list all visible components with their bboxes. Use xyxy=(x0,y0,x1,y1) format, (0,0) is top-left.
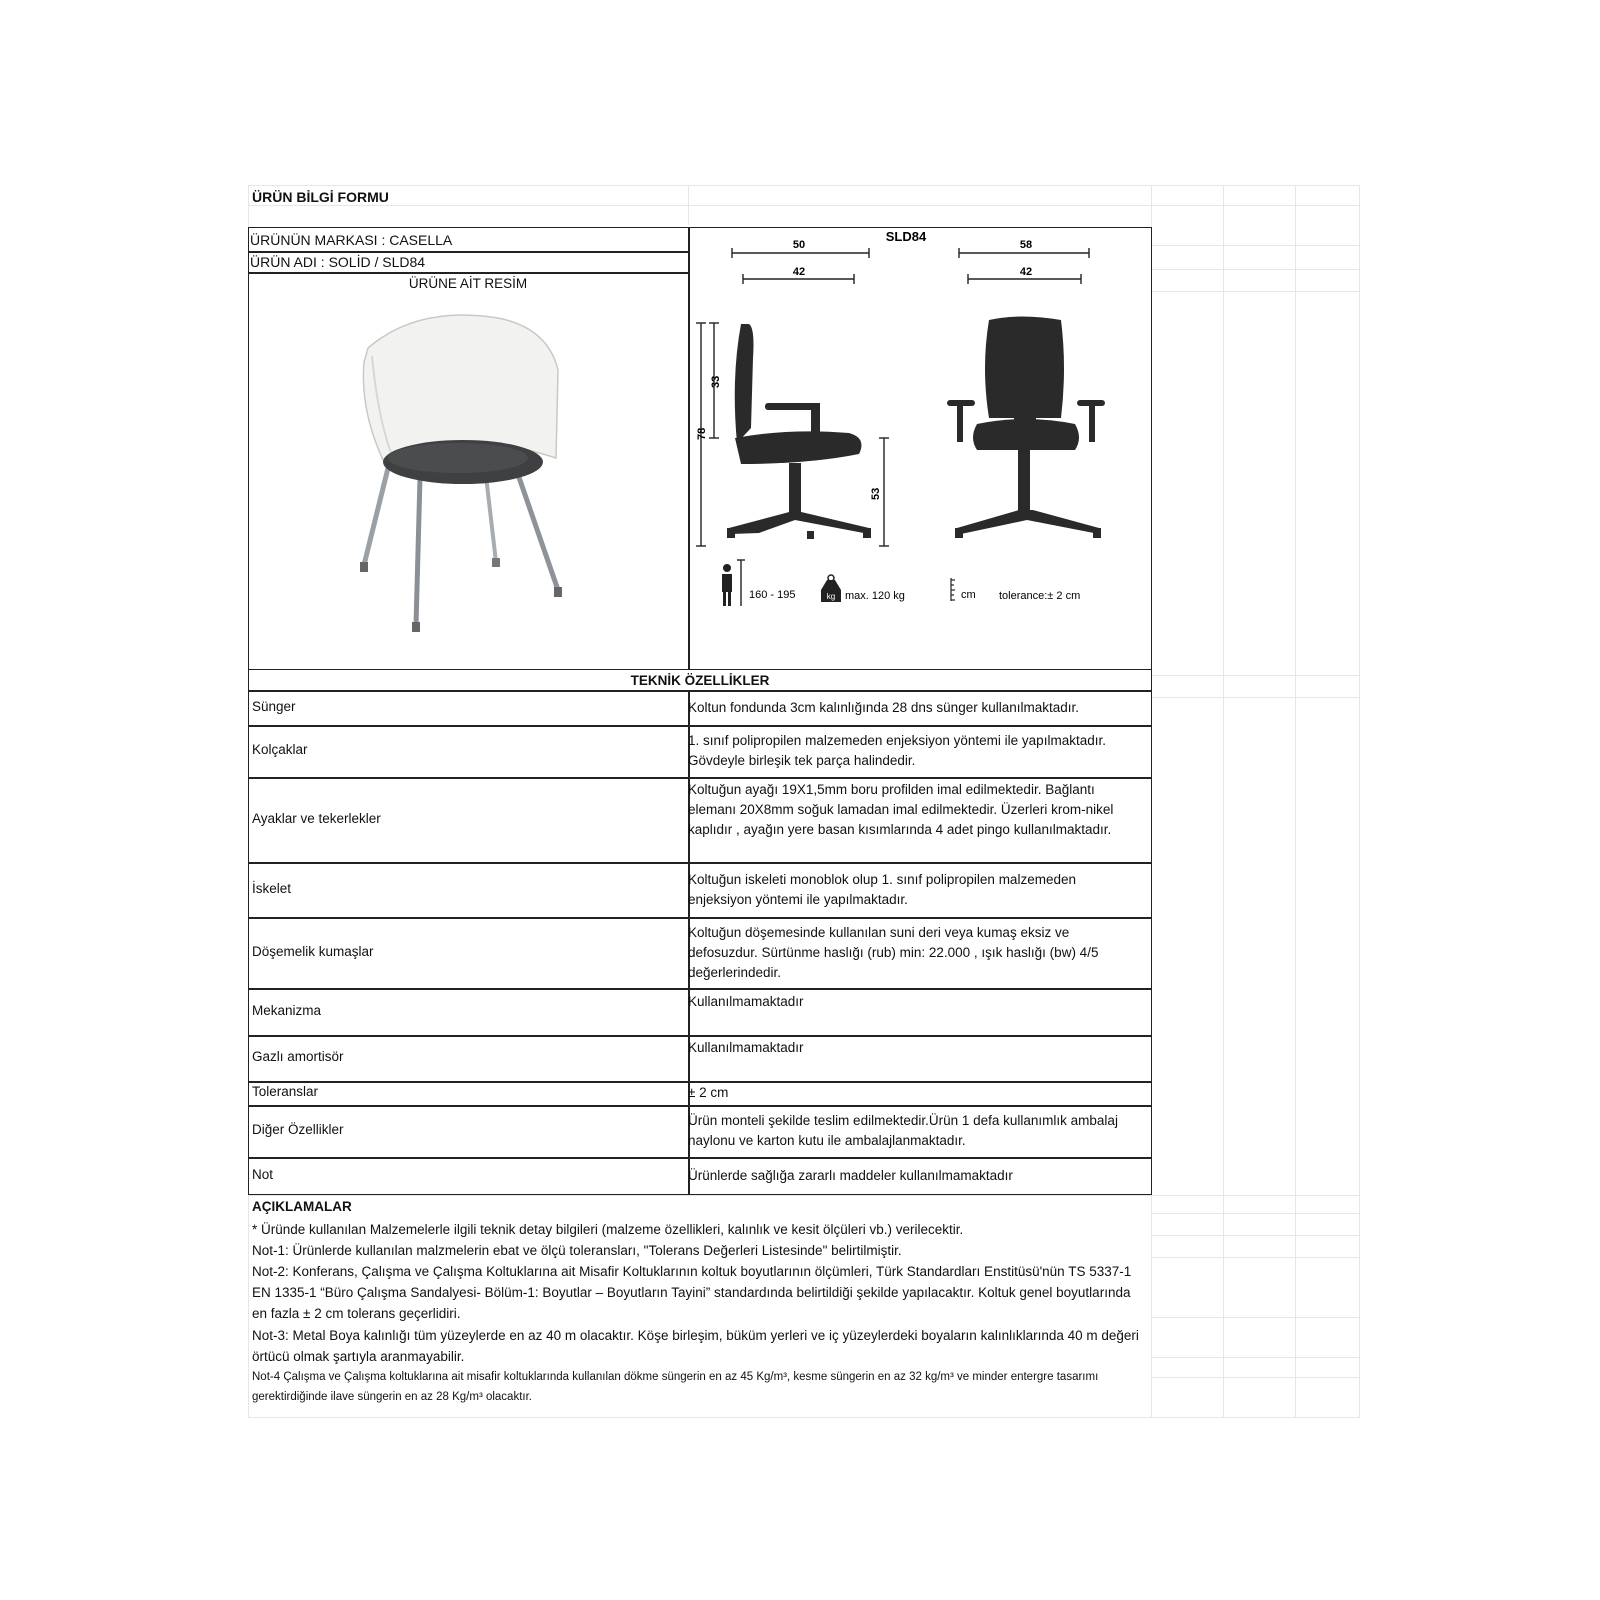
model-code: SLD84 xyxy=(885,229,927,244)
spec-row-line xyxy=(248,1105,1152,1107)
spec-value: Koltuğun döşemesinde kullanılan suni deri veya kumaş eksiz ve defosuzdur. Sürtünme haslığı (rub) min: 22.000 , ışık haslığı (bw) 4/5 değerlerindedir. xyxy=(688,924,1099,980)
person-icon xyxy=(722,560,745,606)
dim-total-height: 78 xyxy=(696,427,708,440)
spec-row-line xyxy=(248,917,1152,919)
spec-label: Sünger xyxy=(252,698,296,714)
specs-header: TEKNİK ÖZELLİKLER xyxy=(630,673,770,688)
gridline xyxy=(1151,245,1360,246)
spec-value: Koltun fondunda 3cm kalınlığında 28 dns sünger kullanılmaktadır. xyxy=(688,699,1079,715)
spec-label: Not xyxy=(252,1167,274,1182)
product-name-label: ÜRÜN ADI : SOLİD / SLD84 xyxy=(250,254,426,270)
gridline xyxy=(248,205,1360,206)
spec-label: Gazlı amortisör xyxy=(252,1049,344,1064)
spec-value: Ürün monteli şekilde teslim edilmektedir.Ürün 1 defa kullanımlık ambalaj naylonu ve karton kutu ile ambalajlanmaktadır. xyxy=(688,1113,1118,1148)
max-weight: max. 120 kg xyxy=(845,590,905,602)
gridline xyxy=(1359,185,1360,1418)
product-info-sheet xyxy=(248,185,1360,1418)
image-caption: ÜRÜNE AİT RESİM xyxy=(408,276,528,291)
spec-row-line xyxy=(248,725,1152,727)
spec-label: Döşemelik kumaşlar xyxy=(252,943,374,959)
spec-label: Toleranslar xyxy=(252,1084,319,1099)
spec-value: ± 2 cm xyxy=(688,1085,729,1100)
gridline xyxy=(1151,675,1360,676)
tolerance-label: tolerance:± 2 cm xyxy=(999,590,1081,602)
dim-side-outer: 50 xyxy=(792,239,806,251)
technical-drawing xyxy=(689,228,1151,669)
spec-label: Ayaklar ve tekerlekler xyxy=(252,810,381,826)
gridline xyxy=(248,185,1360,186)
brand-label: ÜRÜNÜN MARKASI : CASELLA xyxy=(250,232,453,248)
note-item: Not-3: Metal Boya kalınlığı tüm yüzeylerde en az 40 m olacaktır. Köşe birleşim, büküm yerleri ve iç yüzeylerdeki boyaların kalınlıklarında 40 m değeri örtücü olmak şartıyla aranmayabilir. xyxy=(252,1328,1139,1364)
spec-label: İskelet xyxy=(252,880,292,896)
dim-front-inner: 42 xyxy=(1019,266,1033,278)
note-item: Not-1: Ürünlerde kullanılan malzmelerin ebat ve ölçü toleransları, "Tolerans Değerleri Listesinde" belirtilmiştir. xyxy=(252,1243,902,1258)
dim-side-inner: 42 xyxy=(792,266,806,278)
spec-row-line xyxy=(248,1157,1152,1159)
spec-row-line xyxy=(248,777,1152,779)
height-range: 160 - 195 xyxy=(749,589,796,601)
gridline xyxy=(1151,1377,1360,1378)
product-photo xyxy=(308,300,588,640)
notes-header: AÇIKLAMALAR xyxy=(252,1199,352,1214)
gridline xyxy=(1151,1257,1360,1258)
spec-value: Kullanılmamaktadır xyxy=(688,993,804,1009)
spec-row-line xyxy=(248,862,1152,864)
gridline xyxy=(1151,269,1360,270)
gridline xyxy=(1151,1235,1360,1236)
gridline xyxy=(1151,1357,1360,1358)
ruler-icon xyxy=(951,578,955,601)
spec-row-line xyxy=(248,1035,1152,1037)
gridline xyxy=(1223,185,1224,1418)
note-item: Not-4 Çalışma ve Çalışma koltuklarına ait misafir koltuklarında kullanılan dökme süngerin en az 45 Kg/m³, kesme süngerin en az 32 kg/m³ ve minder entergre tasarımı gerektirdiğinde ilave süngerin en az 28 Kg/m³ olacaktır. xyxy=(252,1371,1099,1403)
dim-back-height: 33 xyxy=(710,375,722,388)
spec-label: Kolçaklar xyxy=(252,742,308,757)
specs-header-line xyxy=(248,690,1152,692)
spec-label: Diğer Özellikler xyxy=(252,1122,344,1137)
unit-label: cm xyxy=(961,589,976,601)
note-item: * Üründe kullanılan Malzemelerle ilgili teknik detay bilgileri (malzeme özellikleri, kalınlık ve kesit ölçüleri vb.) verilecektir. xyxy=(252,1222,964,1237)
gridline xyxy=(248,1417,1360,1418)
header-row-line xyxy=(248,251,689,253)
weight-badge: kg xyxy=(826,592,836,601)
dim-front-outer: 58 xyxy=(1019,239,1033,251)
spec-value: Koltuğun iskeleti monoblok olup 1. sınıf polipropilen malzemeden enjeksiyon yöntemi ile yapılmaktadır. xyxy=(688,871,1076,907)
gridline xyxy=(1295,185,1296,1418)
header-row-line xyxy=(248,272,689,274)
gridline xyxy=(1151,1213,1360,1214)
spec-value: Koltuğun ayağı 19X1,5mm boru profilden imal edilmektedir. Bağlantı elemanı 20X8mm soğuk lamadan imal edilmektedir. Üzerleri krom-nikel kaplıdır , ayağın yere basan kısımlarında 4 adet pingo kullanılmaktadır. xyxy=(688,781,1114,837)
form-title: ÜRÜN BİLGİ FORMU xyxy=(252,189,389,205)
spec-label: Mekanizma xyxy=(252,1002,322,1018)
spec-row-line xyxy=(248,988,1152,990)
gridline xyxy=(1151,291,1360,292)
gridline xyxy=(1151,697,1360,698)
gridline xyxy=(248,1195,1360,1196)
weight-icon xyxy=(821,575,841,602)
spec-value: Ürünlerde sağlığa zararlı maddeler kullanılmamaktadır xyxy=(688,1168,1013,1183)
spec-value: Kullanılmamaktadır xyxy=(688,1040,804,1055)
gridline xyxy=(1151,1317,1360,1318)
note-item: Not-2: Konferans, Çalışma ve Çalışma Koltuklarına ait Misafir Koltuklarının koltuk boyutlarının ölçümleri, Türk Standardları Enstitüsü'nün TS 5337-1 EN 1335-1 “Büro Çalışma Sandalyesi- Bölüm-1: Boyutlar – Boyutların Tayini” standardında belirtildiği şekilde yapılacaktır. Koltuk genel boyutlarında en fazla ± 2 cm tolerans geçerlidiri. xyxy=(252,1264,1132,1321)
spec-value: 1. sınıf polipropilen malzemeden enjeksiyon yöntemi ile yapılmaktadır. Gövdeyle birleşik tek parça halindedir. xyxy=(688,733,1106,768)
dim-seat-height: 53 xyxy=(870,487,882,500)
